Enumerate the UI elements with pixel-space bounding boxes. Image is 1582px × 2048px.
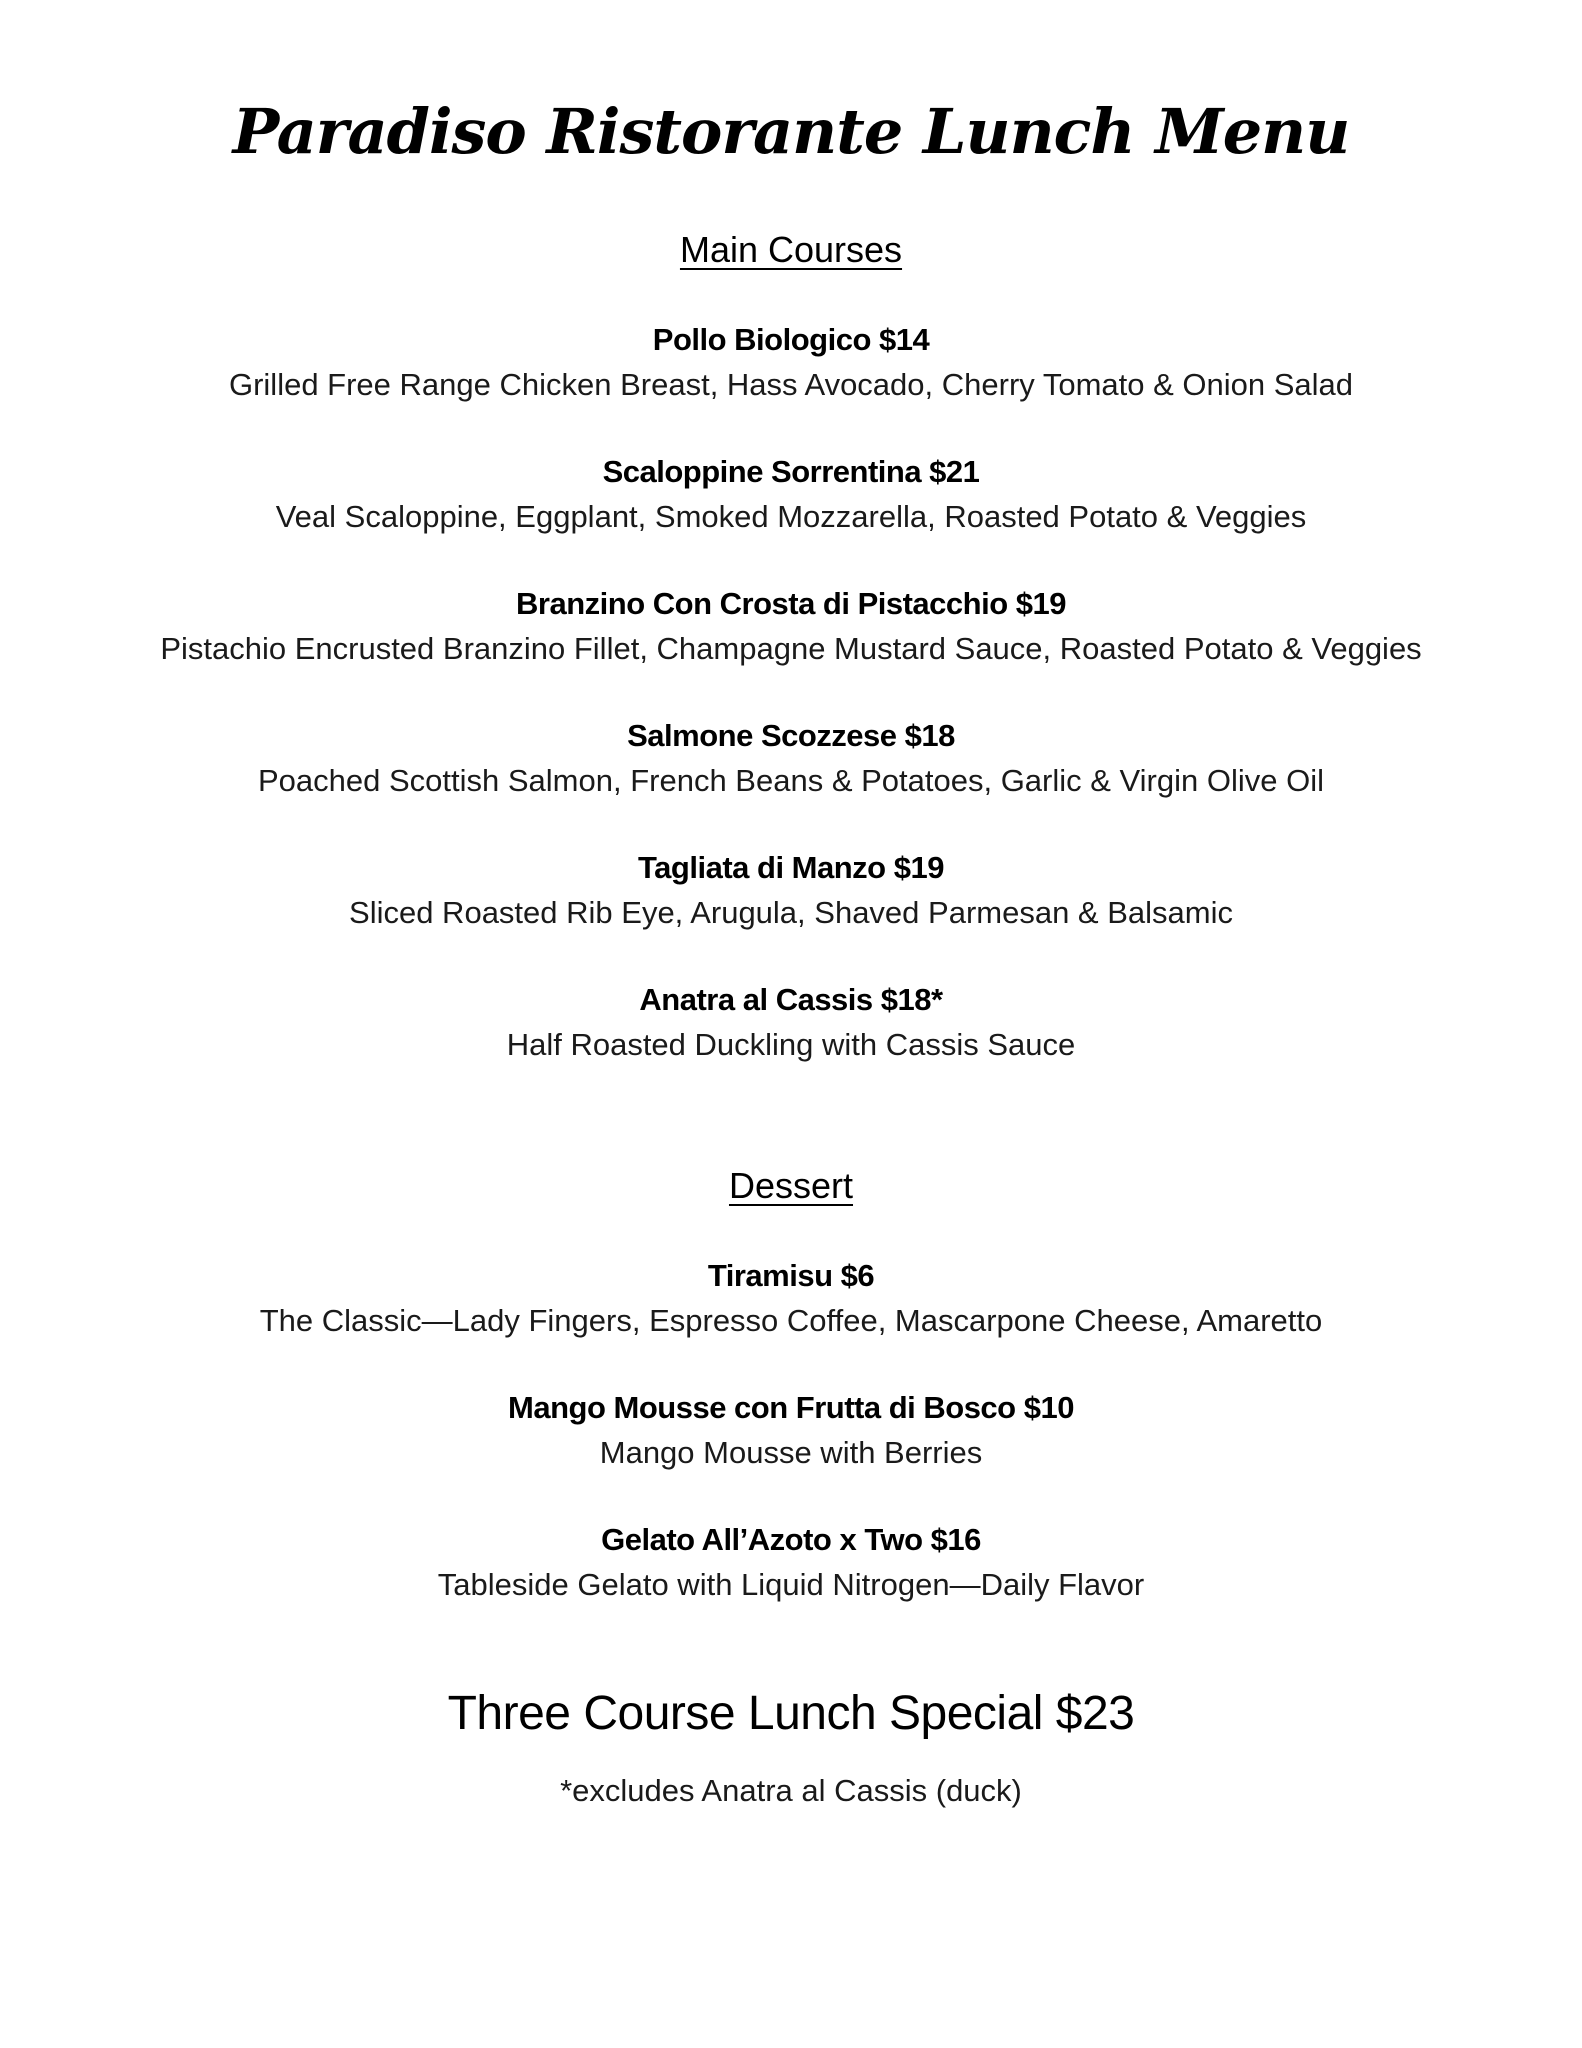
menu-item-salmone-scozzese xyxy=(0,716,1582,801)
menu-item-gelato-all-azoto xyxy=(0,1520,1582,1605)
menu-item-name: Pollo Biologico $14 xyxy=(652,322,930,357)
main-courses-heading: Main Courses xyxy=(679,229,903,270)
menu-title: Paradiso Ristorante Lunch Menu xyxy=(232,95,1350,168)
footnote: *excludes Anatra al Cassis (duck) xyxy=(560,1773,1022,1808)
menu-item-branzino xyxy=(0,584,1582,669)
menu-item-mango-mousse xyxy=(0,1388,1582,1473)
menu-item-description: Tableside Gelato with Liquid Nitrogen—Daily Flavor xyxy=(437,1567,1145,1602)
menu-item-description: Half Roasted Duckling with Cassis Sauce xyxy=(506,1027,1076,1062)
menu-item-name: Gelato All’Azoto x Two $16 xyxy=(601,1522,981,1557)
menu-item-description: The Classic—Lady Fingers, Espresso Coffee, Mascarpone Cheese, Amaretto xyxy=(259,1303,1323,1338)
menu-item-anatra-al-cassis xyxy=(0,980,1582,1065)
lunch-special: Three Course Lunch Special $23 xyxy=(447,1687,1135,1740)
menu-item-scaloppine-sorrentina xyxy=(0,452,1582,537)
menu-item-name: Anatra al Cassis $18* xyxy=(639,982,943,1017)
menu-item-description: Poached Scottish Salmon, French Beans & Potatoes, Garlic & Virgin Olive Oil xyxy=(258,763,1324,798)
dessert-heading: Dessert xyxy=(728,1165,854,1206)
menu-item-description: Veal Scaloppine, Eggplant, Smoked Mozzarella, Roasted Potato & Veggies xyxy=(275,499,1307,534)
menu-item-description: Mango Mousse with Berries xyxy=(599,1435,983,1470)
menu-item-name: Tagliata di Manzo $19 xyxy=(638,850,944,885)
menu-item-description: Pistachio Encrusted Branzino Fillet, Champagne Mustard Sauce, Roasted Potato & Veggies xyxy=(160,631,1422,666)
menu-item-name: Salmone Scozzese $18 xyxy=(627,718,955,753)
menu-item-pollo-biologico xyxy=(0,320,1582,405)
menu-item-description: Grilled Free Range Chicken Breast, Hass Avocado, Cherry Tomato & Onion Salad xyxy=(228,367,1354,402)
menu-item-name: Branzino Con Crosta di Pistacchio $19 xyxy=(516,586,1066,621)
menu-item-name: Mango Mousse con Frutta di Bosco $10 xyxy=(508,1390,1074,1425)
menu-item-description: Sliced Roasted Rib Eye, Arugula, Shaved Parmesan & Balsamic xyxy=(349,895,1233,930)
menu-item-name: Tiramisu $6 xyxy=(707,1258,875,1293)
menu-item-name: Scaloppine Sorrentina $21 xyxy=(602,454,980,489)
menu-item-tiramisu xyxy=(0,1256,1582,1341)
menu-item-tagliata-di-manzo xyxy=(0,848,1582,933)
